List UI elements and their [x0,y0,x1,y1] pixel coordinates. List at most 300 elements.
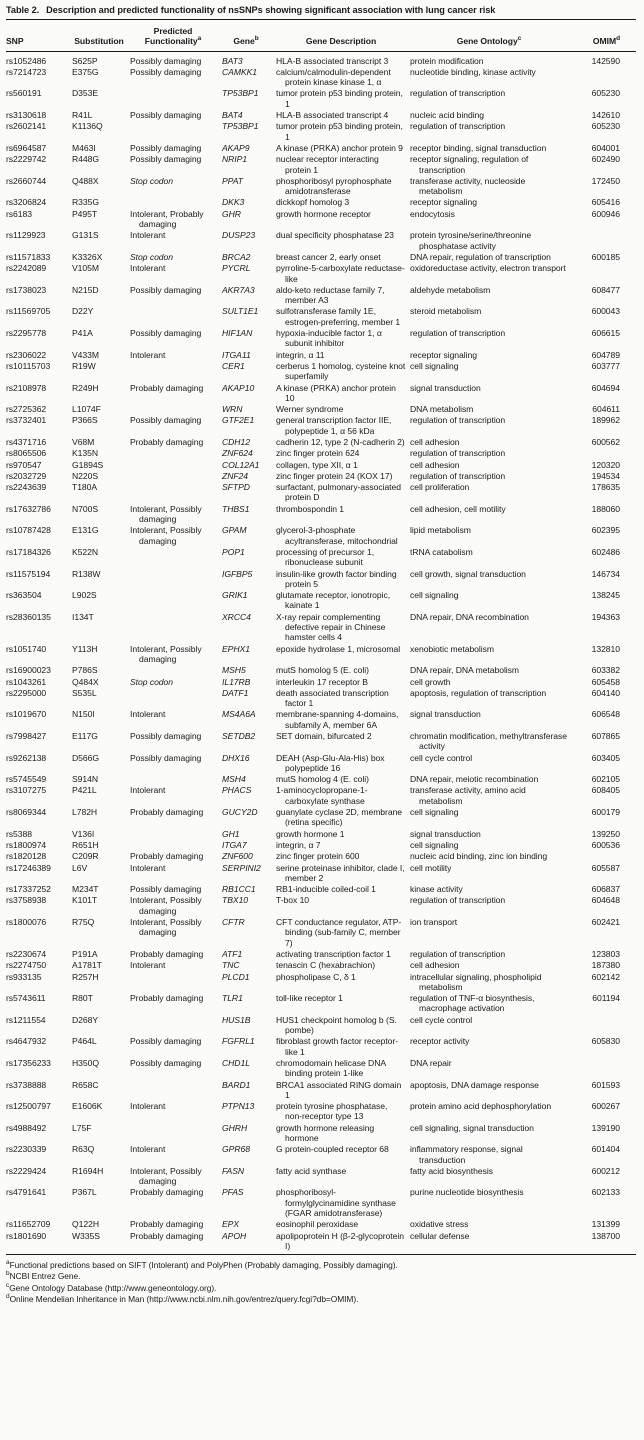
cell-substitution: R80T [72,993,93,1004]
cell-omim: 604789 [591,349,620,360]
cell-snp: rs5388 [6,828,32,839]
cell-substitution: E1606K [72,1101,103,1112]
cell-gene: GRIK1 [222,590,248,601]
footnote-sup-c: c [6,1281,10,1289]
cell-gene: NRIP1 [222,154,248,165]
cell-gene: APOH [222,1230,247,1241]
cell-gene-description: cadherin 12, type 2 (N-cadherin 2) [276,436,405,447]
cell-gene-description: HUS1 checkpoint homolog b (S. pombe) [276,1014,397,1036]
cell-gene-description: phosphoribosyl-formylglycinamidine synthase (FGAR amidotransferase) [276,1187,396,1219]
cell-substitution: K3326X [72,251,103,262]
cell-predicted-functionality [130,774,216,784]
cell-gene-ontology: cell signaling [410,839,459,850]
cell-gene-description: membrane-spanning 4-domains, subfamily A, member 6A [276,709,399,730]
cell-gene: TBX10 [222,895,249,906]
cell-predicted-functionality: Intolerant [130,230,166,241]
table-row [6,1015,636,1036]
cell-gene-ontology: chromatin modification, methyltransferase activity [410,731,568,752]
cell-omim: 138245 [591,590,620,601]
cell-gene-ontology: transferase activity, amino acid metabolism [410,785,526,806]
cell-substitution: R651H [72,839,99,850]
cell-gene: COL12A1 [222,459,260,470]
cell-gene-description: processing of precursor 1, ribonuclease subunit [276,546,375,568]
cell-snp: rs11575194 [6,568,51,579]
table-row [6,753,636,774]
table-title [6,3,636,20]
cell-predicted-functionality [130,972,216,993]
cell-gene-description: tumor protein p53 binding protein, 1 [276,121,403,142]
cell-omim: 606615 [591,328,620,339]
cell-gene-description: zinc finger protein 600 [276,851,360,862]
cell-gene-ontology: aldehyde metabolism [410,284,491,295]
cell-predicted-functionality: Possibly damaging [130,142,202,153]
cell-snp: rs2725362 [6,404,47,415]
cell-predicted-functionality [130,471,216,481]
table-row [6,1080,636,1101]
cell-snp: rs11571833 [6,251,51,262]
cell-gene-description: tenascin C (hexabrachion) [276,960,376,971]
cell-predicted-functionality: Possibly damaging [130,884,202,895]
cell-gene-description: calcium/calmodulin-dependent protein kinase kinase 1, α [276,66,391,88]
cell-snp: rs2306022 [6,349,47,360]
cell-gene: SETDB2 [222,731,256,741]
table-row [6,949,636,959]
cell-gene-ontology: regulation of transcription [410,948,506,959]
cell-omim: 604140 [591,687,620,698]
cell-omim [572,230,620,251]
cell-snp: rs4647932 [6,1036,47,1047]
cell-gene: SERPINI2 [222,862,261,873]
cell-gene-ontology: DNA repair, meiotic recombination [410,774,539,785]
cell-gene-ontology: signal transduction [410,382,481,393]
table-row [6,154,636,175]
cell-predicted-functionality [130,547,216,568]
cell-gene: GTF2E1 [222,415,255,426]
cell-gene-description: death associated transcription factor 1 [276,687,389,709]
cell-omim: 603382 [591,665,620,676]
cell-predicted-functionality: Intolerant [130,709,166,720]
cell-snp: rs3738888 [6,1079,47,1090]
cell-substitution: L75F [72,1122,92,1133]
cell-omim: 600946 [591,208,620,219]
cell-substitution: N215D [72,284,99,295]
col-header-gene-description: Gene Description [305,36,377,47]
cell-gene-description: glutamate receptor, ionotropic, kainate 1 [276,590,391,611]
cell-gene-ontology: transferase activity, nucleoside metabolism [410,175,526,197]
cell-gene-ontology: endocytosis [410,208,455,219]
cell-gene-description: aldo-keto reductase family 7, member A3 [276,284,385,306]
cell-gene: TNC [222,960,240,971]
cell-gene-ontology: oxidative stress [410,1219,469,1230]
cell-gene-ontology: cell adhesion [410,436,460,447]
cell-omim: 601593 [591,1079,620,1090]
cell-gene-description: cerberus 1 homolog, cysteine knot superfamily [276,360,406,382]
cell-substitution: V433M [72,349,99,360]
cell-snp: rs17356233 [6,1057,51,1068]
cell-predicted-functionality: Probably damaging [130,1219,204,1230]
cell-gene: HIF1AN [222,328,253,339]
cell-gene-description: general transcription factor IIE, polypeptide 1, α 56 kDa [276,415,392,436]
col-header-gene-ontology: Gene Ontology$^c$ [456,35,522,47]
table-row [6,252,636,262]
cell-snp: rs2602141 [6,121,47,132]
cell-gene-description: tumor protein p53 binding protein, 1 [276,88,403,109]
cell-gene-description: integrin, α 7 [276,839,321,850]
cell-snp: rs4988492 [6,1122,47,1133]
table-row [6,263,636,284]
cell-snp: rs2660744 [6,175,47,186]
cell-gene-description: X-ray repair complementing defective repair in Chinese hamster cells 4 [276,611,386,643]
cell-predicted-functionality: Possibly damaging [130,1036,202,1047]
cell-omim [572,448,620,458]
cell-snp: rs1800974 [6,839,47,850]
cell-substitution: V68M [72,436,95,447]
table-footnotes [6,1254,636,1305]
cell-predicted-functionality: Intolerant, Possibly damaging [130,643,202,664]
cell-substitution: N220S [72,470,99,481]
cell-substitution: T180A [72,482,98,493]
cell-snp: rs1820128 [6,851,47,862]
cell-substitution: I134T [72,611,94,622]
cell-gene: GH1 [222,828,240,839]
cell-omim: 603777 [591,360,620,371]
cell-predicted-functionality [130,121,216,142]
table-row [6,665,636,675]
cell-predicted-functionality: Probably damaging [130,436,204,447]
table-row [6,209,636,230]
cell-substitution: N700S [72,503,99,514]
cell-substitution: D353E [72,88,99,99]
cell-substitution: E131G [72,525,99,536]
cell-gene-ontology: receptor signaling [410,197,477,208]
cell-gene-ontology: cell growth [410,676,451,687]
col-header-gene: Gene$^b$ [233,35,259,47]
cell-predicted-functionality [130,840,216,850]
table-row [6,437,636,447]
cell-gene-ontology: receptor binding, signal transduction [410,142,547,153]
cell-snp: rs2274750 [6,960,47,971]
cell-substitution: G131S [72,230,99,241]
cell-gene-description: epoxide hydrolase 1, microsomal [276,643,401,654]
table-row [6,1101,636,1122]
cell-gene-description: DEAH (Asp-Glu-Ala-His) box polypeptide 16 [276,752,385,773]
cell-predicted-functionality: Probably damaging [130,851,204,862]
cell-gene-ontology: DNA repair, DNA recombination [410,611,529,622]
col-header-predicted-functionality: Predicted Functionality$^a$ [144,26,202,47]
cell-gene-ontology: protein modification [410,55,484,66]
cell-gene-ontology: ion transport [410,917,458,928]
table-row [6,1219,636,1229]
cell-predicted-functionality: Possibly damaging [130,1057,202,1068]
cell-omim: 172450 [591,175,620,186]
cell-gene-description: fibroblast growth factor receptor-like 1 [276,1036,399,1057]
table-row [6,67,636,88]
cell-snp: rs17246389 [6,862,51,873]
cell-gene: GHR [222,208,241,219]
cell-omim: 608405 [591,785,620,796]
cell-substitution: D268Y [72,1014,99,1025]
cell-omim: 606837 [591,884,620,895]
cell-gene-ontology: cell proliferation [410,482,470,493]
cell-gene-description: chromodomain helicase DNA binding protein 1-like [276,1057,386,1079]
cell-predicted-functionality: Intolerant [130,349,166,360]
footnote-a [6,1260,636,1271]
cell-predicted-functionality: Probably damaging [130,807,204,818]
cell-gene-ontology: signal transduction [410,828,481,839]
cell-predicted-functionality: Probably damaging [130,948,204,959]
cell-snp: rs970547 [6,459,42,470]
table-row [6,88,636,109]
cell-predicted-functionality [130,1123,216,1144]
cell-gene: FASN [222,1165,245,1176]
cell-gene: DUSP23 [222,230,256,241]
cell-gene: PLCD1 [222,971,250,982]
cell-gene-ontology: receptor activity [410,1036,470,1047]
cell-gene-description: surfactant, pulmonary-associated protein D [276,482,401,503]
cell-substitution: N150I [72,709,95,720]
cell-gene-ontology: nucleic acid binding [410,110,485,121]
cell-gene-description: zinc finger protein 624 [276,448,360,459]
cell-snp: rs1051740 [6,643,47,654]
cell-predicted-functionality: Probably damaging [130,382,204,393]
cell-snp: rs1738023 [6,284,47,295]
cell-gene: TP53BP1 [222,88,259,99]
cell-substitution: V136I [72,828,95,839]
cell-predicted-functionality: Intolerant, Possibly damaging [130,917,202,938]
cell-omim: 601404 [591,1144,620,1155]
cell-gene: ZNF24 [222,470,249,481]
cell-gene-ontology: apoptosis, DNA damage response [410,1079,539,1090]
table-row [6,110,636,120]
table-row [6,1187,636,1218]
cell-gene-description: BRCA1 associated RING domain 1 [276,1079,402,1100]
cell-gene: IL17RB [222,676,251,687]
cell-predicted-functionality: Probably damaging [130,993,204,1004]
cell-gene: RB1CC1 [222,884,256,895]
table-row [6,774,636,784]
table-row [6,328,636,349]
cell-gene: DHX16 [222,752,250,763]
table-row [6,504,636,525]
table-body [6,52,636,1252]
cell-substitution: E375G [72,66,99,77]
cell-snp: rs3732401 [6,415,47,426]
cell-gene: EPX [222,1219,240,1230]
cell-gene-ontology: cell adhesion, cell motility [410,503,506,514]
cell-gene: ZNF600 [222,851,253,862]
cell-substitution: P464L [72,1036,97,1047]
table-row [6,569,636,590]
footnote-text-b: NCBI Entrez Gene. [9,1271,81,1282]
cell-substitution: P786S [72,665,98,676]
cell-substitution: E117G [72,731,98,741]
cell-predicted-functionality: Possibly damaging [130,55,202,66]
cell-gene-description: serine proteinase inhibitor, clade I, member 2 [276,862,405,883]
cell-gene: MSH5 [222,665,246,676]
table-row [6,851,636,861]
cell-snp: rs12500797 [6,1101,51,1112]
cell-gene: DKK3 [222,197,245,208]
table-row [6,121,636,142]
cell-snp: rs1801690 [6,1230,47,1241]
cell-predicted-functionality: Intolerant [130,862,166,873]
cell-predicted-functionality [130,361,216,382]
footnote-text-d: Online Mendelian Inheritance in Man (http://www.ncbi.nlm.nih.gov/entrez/query.fcgi?db=OMIM). [9,1293,359,1304]
cell-gene-description: breast cancer 2, early onset [276,251,381,262]
cell-snp: rs9262138 [6,752,47,763]
cell-gene: MS4A6A [222,709,256,720]
cell-gene: XRCC4 [222,611,251,622]
table-row [6,731,636,752]
footnote-text-a: Functional predictions based on SIFT (Intolerant) and PolyPhen (Probably damaging, Possibly damaging). [9,1260,398,1271]
cell-snp: rs6183 [6,208,32,219]
cell-omim: 605830 [591,1036,620,1047]
col-header-snp: SNP [6,36,24,47]
cell-gene-description: phosphoribosyl pyrophosphate amidotransferase [276,175,392,197]
cell-substitution: R658C [72,1079,99,1090]
cell-omim: 194363 [591,611,620,622]
cell-snp: rs5745549 [6,774,47,785]
cell-snp: rs2108978 [6,382,47,393]
table-row [6,895,636,916]
cell-snp: rs3130618 [6,110,47,121]
cell-omim: 600185 [591,251,620,262]
cell-gene-ontology: regulation of transcription [410,448,506,459]
cell-gene: MSH4 [222,774,246,785]
cell-predicted-functionality: Stop codon [130,676,173,687]
cell-gene-description: growth hormone 1 [276,828,345,839]
table-row [6,350,636,360]
cell-omim: 600562 [591,436,620,447]
footnote-marker-b: b [254,35,259,43]
cell-omim: 602142 [591,971,620,982]
cell-predicted-functionality: Possibly damaging [130,154,202,165]
cell-gene-description: dual specificity phosphatase 23 [276,230,394,241]
cell-predicted-functionality: Intolerant [130,1144,166,1155]
table-row [6,1036,636,1057]
cell-gene-description: pyrroline-5-carboxylate reductase-like [276,263,405,284]
cell-omim: 605587 [591,862,620,873]
cell-substitution: D22Y [72,306,94,317]
cell-gene-description: thrombospondin 1 [276,503,344,514]
cell-predicted-functionality: Intolerant [130,1101,166,1112]
table-row [6,176,636,197]
cell-gene: PFAS [222,1187,244,1198]
cell-substitution: S914N [72,774,99,785]
cell-gene-ontology: cell signaling [410,590,459,601]
cell-omim: 606548 [591,709,620,720]
cell-gene-ontology: regulation of transcription [410,121,506,132]
cell-predicted-functionality: Intolerant, Possibly damaging [130,525,202,546]
cell-gene-description: A kinase (PRKA) anchor protein 10 [276,382,396,403]
cell-snp: rs1211554 [6,1014,46,1025]
footnote-marker-a: a [197,35,202,43]
cell-gene-description: A kinase (PRKA) anchor protein 9 [276,142,403,153]
cell-gene-ontology: cell adhesion [410,960,460,971]
cell-snp: rs2243639 [6,482,47,493]
cell-predicted-functionality: Possibly damaging [130,110,202,121]
cell-snp: rs7998427 [6,731,47,741]
cell-omim: 194534 [591,470,620,481]
cell-predicted-functionality [130,460,216,470]
cell-snp: rs1043261 [6,676,47,687]
footnote-marker-c: c [517,35,522,43]
cell-gene-description: hypoxia-inducible factor 1, α subunit inhibitor [276,328,382,349]
cell-predicted-functionality [130,569,216,590]
cell-substitution: S625P [72,55,98,66]
cell-predicted-functionality: Intolerant, Possibly damaging [130,1165,202,1187]
table-row [6,525,636,546]
table-row [6,448,636,458]
cell-snp: rs11652709 [6,1219,51,1230]
cell-predicted-functionality: Possibly damaging [130,731,202,741]
cell-omim: 139190 [591,1122,620,1133]
cell-gene-description: glycerol-3-phosphate acyltransferase, mitochondrial [276,525,398,546]
cell-snp: rs11569705 [6,306,51,317]
cell-substitution: G1894S [72,459,104,470]
table-row [6,404,636,414]
cell-predicted-functionality: Possibly damaging [130,284,202,295]
cell-gene-description: HLA-B associated transcript 3 [276,55,389,66]
cell-gene-ontology: steroid metabolism [410,306,482,317]
cell-gene: THBS1 [222,503,250,514]
cell-gene-description: mutS homolog 4 (E. coli) [276,774,369,785]
cell-gene-ontology: cell motility [410,862,452,873]
cell-predicted-functionality [130,448,216,458]
cell-gene-description: phospholipase C, δ 1 [276,971,356,982]
cell-snp: rs8069344 [6,807,47,818]
cell-gene-ontology: regulation of transcription [410,415,506,426]
cell-omim [572,851,620,861]
cell-substitution: M234T [72,884,99,895]
cell-gene: ITGA7 [222,839,247,850]
cell-predicted-functionality [130,612,216,643]
cell-gene: BARD1 [222,1079,251,1090]
cell-gene-ontology: purine nucleotide biosynthesis [410,1187,524,1198]
cell-snp: rs2032729 [6,470,47,481]
cell-omim: 120320 [591,459,620,470]
cell-omim: 604648 [591,895,620,906]
cell-substitution: K1136Q [72,121,103,132]
cell-gene-ontology: protein amino acid dephosphorylation [410,1101,552,1112]
cell-substitution: Q122H [72,1219,99,1230]
cell-omim: 604694 [591,382,620,393]
cell-gene: TP53BP1 [222,121,259,132]
cell-omim: 600267 [591,1101,620,1112]
cell-predicted-functionality: Probably damaging [130,1230,204,1241]
cell-gene: CAMKK1 [222,66,258,77]
cell-omim: 605458 [591,676,620,687]
footnote-c [6,1283,636,1294]
cell-predicted-functionality: Intolerant [130,785,166,796]
cell-omim: 602105 [591,774,620,785]
table-row [6,829,636,839]
cell-omim: 604611 [592,404,620,415]
cell-predicted-functionality [130,665,216,675]
table-row [6,863,636,884]
cell-omim: 602486 [591,546,620,557]
cell-substitution: R138W [72,568,101,579]
cell-gene-description: growth hormone receptor [276,208,371,219]
cell-gene-ontology: lipid metabolism [410,525,471,536]
cell-omim: 178635 [591,482,620,493]
cell-snp: rs2295000 [6,687,47,698]
cell-gene: BRCA2 [222,251,251,262]
footnote-text-c: Gene Ontology Database (http://www.geneontology.org). [9,1282,217,1293]
cell-snp: rs17184326 [6,546,51,557]
cell-gene-description: SET domain, bifurcated 2 [276,731,372,741]
cell-substitution: R41L [72,110,93,121]
